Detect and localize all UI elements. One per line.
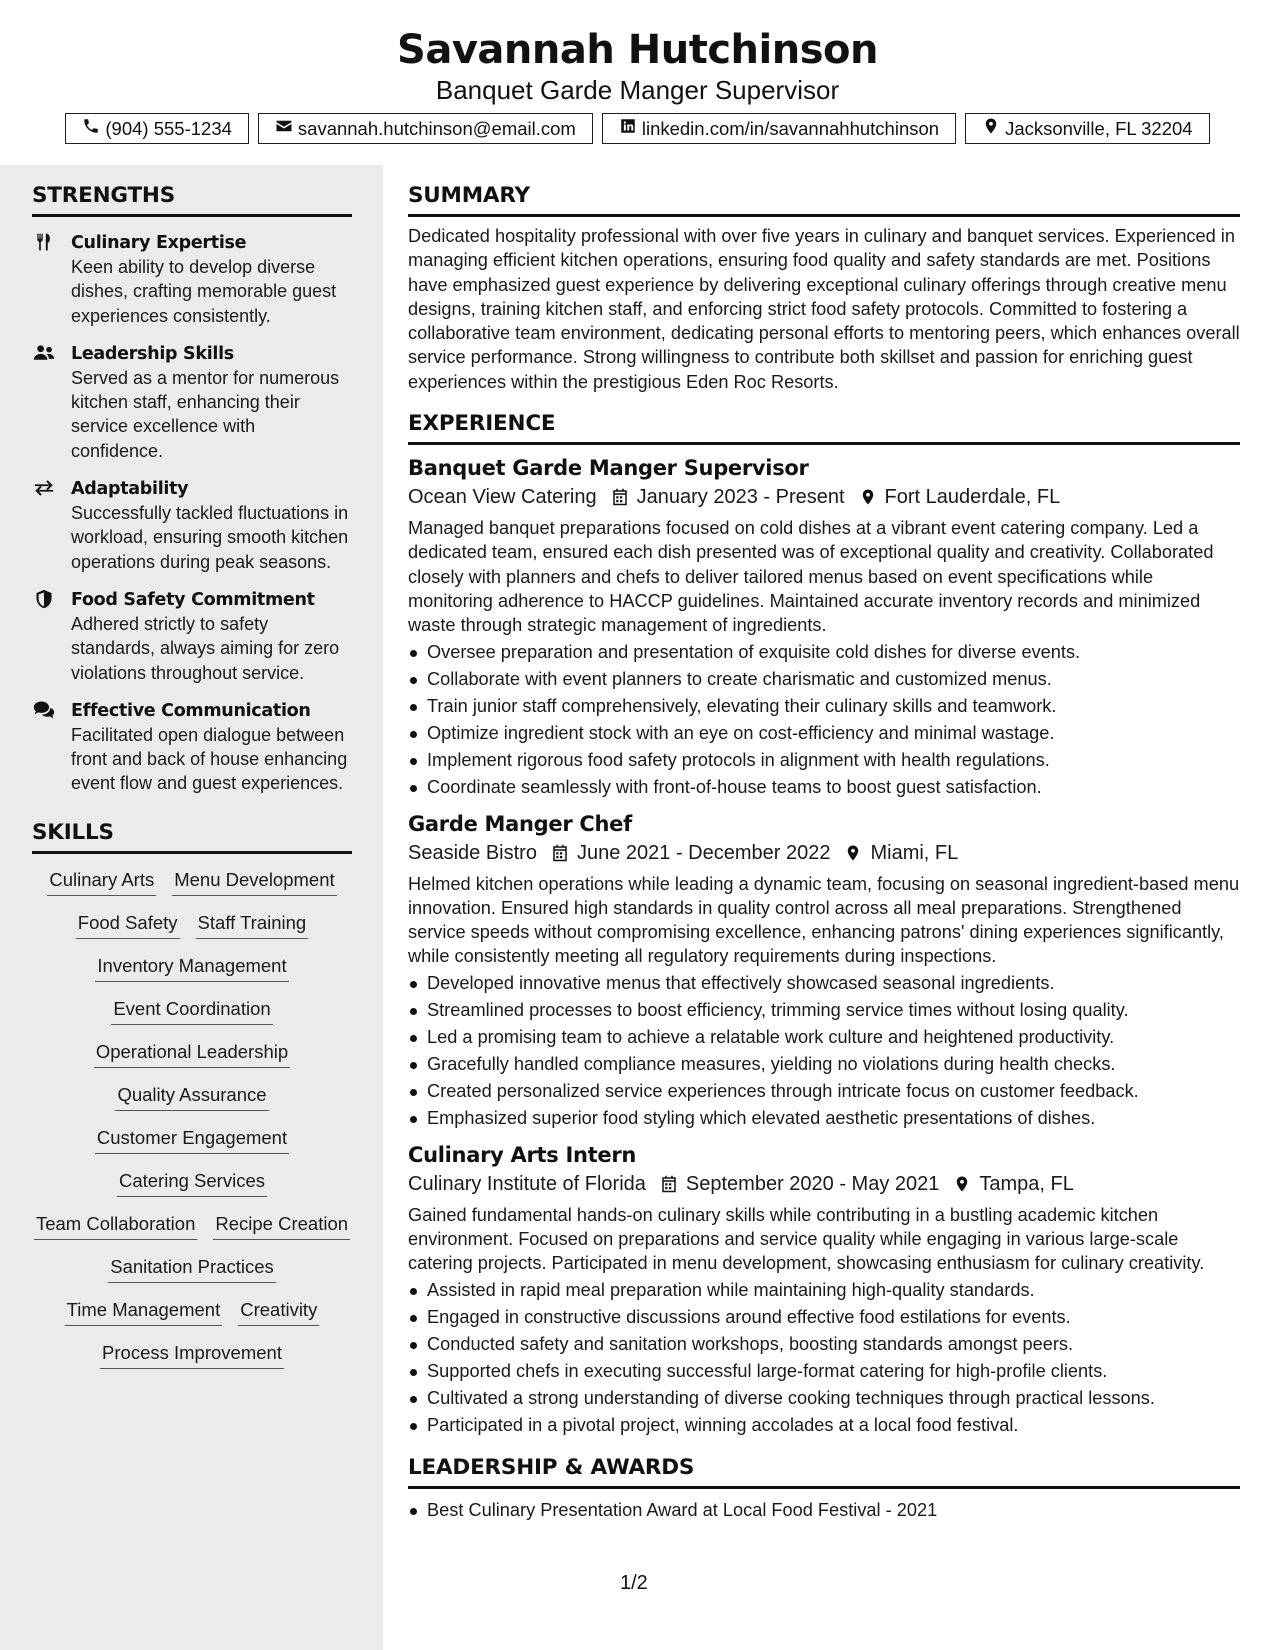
calendar-icon: [551, 843, 569, 863]
envelope-icon: [275, 117, 293, 140]
skill-tag: Event Coordination: [111, 997, 272, 1025]
bullet-item: Participated in a pivotal project, winning accolades at a local food festival.: [408, 1412, 1240, 1439]
bullet-item: Created personalized service experiences through intricate focus on customer feedback.: [408, 1078, 1240, 1105]
bullet-item: Cultivated a strong understanding of diverse cooking techniques through practical lessons.: [408, 1385, 1240, 1412]
bullet-item: Implement rigorous food safety protocols in alignment with health regulations.: [408, 747, 1240, 774]
job-description: Helmed kitchen operations while leading a dynamic team, focusing on seasonal ingredient-based menu innovation. Ensured high standards in quality control across all meal preparations. Strengthened service speeds without compromising excellence, enhancing patrons' dining experiences significantly, while consistently meeting all regulatory requirements during inspections.: [408, 873, 1240, 967]
skill-tag: Time Management: [65, 1298, 223, 1326]
skill-tag: Culinary Arts: [47, 868, 156, 896]
bullet-item: Supported chefs in executing successful large-format catering for high-profile clients.: [408, 1358, 1240, 1385]
skill-tag: Creativity: [238, 1298, 319, 1326]
calendar-icon: [611, 487, 629, 507]
strength-title: Culinary Expertise: [71, 233, 247, 253]
job-dates: September 2020 - May 2021: [685, 1172, 940, 1195]
skill-tag: Team Collaboration: [34, 1212, 197, 1240]
skill-tag: Sanitation Practices: [108, 1255, 276, 1283]
skill-tag: Recipe Creation: [213, 1212, 350, 1240]
strength-desc: Facilitated open dialogue between front and back of house enhancing event flow and guest experiences.: [71, 724, 348, 794]
strength-item: [32, 231, 352, 328]
contact-phone[interactable]: [65, 113, 249, 144]
phone-icon: [82, 117, 100, 140]
bullet-item: Train junior staff comprehensively, elevating their culinary skills and teamwork.: [408, 693, 1240, 720]
candidate-name: Savannah Hutchinson: [397, 27, 878, 73]
job-meta: [408, 482, 1240, 512]
job-location: Tampa, FL: [979, 1172, 1074, 1195]
bullet-item: Assisted in rapid meal preparation while maintaining high-quality standards.: [408, 1277, 1240, 1304]
linkedin-icon: [619, 117, 637, 140]
summary-heading: SUMMARY: [408, 165, 1240, 217]
skill-tag: Customer Engagement: [95, 1126, 289, 1154]
strength-desc: Successfully tackled fluctuations in workload, ensuring smooth kitchen operations during peak seasons.: [71, 503, 349, 572]
bullet-item: Conducted safety and sanitation workshops, boosting standards amongst peers.: [408, 1331, 1240, 1358]
job-entry: [408, 1141, 1240, 1439]
job-bullets: [408, 1277, 1240, 1439]
strength-item: [32, 699, 352, 796]
map-pin-icon: [953, 1174, 971, 1194]
bullet-item: Optimize ingredient stock with an eye on cost-efficiency and minimal wastage.: [408, 720, 1240, 747]
page-number: 1/2: [620, 1572, 648, 1594]
job-title: Banquet Garde Manger Supervisor: [408, 456, 809, 481]
summary-text: Dedicated hospitality professional with over five years in culinary and banquet services. Experienced in managing efficient kitchen operations, ensuring food quality and safety standards are met. Positions have emphasized guest experience by delivering exceptional culinary offerings through creative menu designs, training kitchen staff, and enforcing strict food safety protocols. Committed to fostering a collaborative team environment, dedicating personal efforts to mentoring peers, which enhances overall service performance. Strong willingness to contribute both skillset and passion for enriching guest experiences within the prestigious Eden Roc Resorts.: [408, 226, 1240, 392]
contact-location-text: Jacksonville, FL 32204: [1005, 117, 1193, 139]
strength-title: Food Safety Commitment: [71, 589, 315, 610]
bullet-item: Led a promising team to achieve a relatable work culture and heightened productivity.: [408, 1024, 1240, 1051]
skill-tag: Quality Assurance: [115, 1083, 268, 1111]
sidebar: [0, 165, 383, 1650]
bullet-item: Developed innovative menus that effectively showcased seasonal ingredients.: [408, 970, 1240, 997]
contact-location[interactable]: [965, 113, 1210, 144]
job-bullets: [408, 639, 1240, 801]
skill-tag: Menu Development: [172, 868, 336, 896]
strength-title: Effective Communication: [71, 700, 311, 721]
skill-tag: Staff Training: [196, 911, 309, 939]
skill-tag: Inventory Management: [95, 954, 288, 982]
contact-bar: [0, 113, 1275, 144]
exchange-arrows-icon: [32, 478, 56, 498]
strength-item: [32, 477, 352, 574]
skill-tag: Catering Services: [117, 1169, 267, 1197]
strength-title: Adaptability: [71, 479, 189, 500]
job-company: Seaside Bistro: [408, 841, 537, 864]
bullet-item: Oversee preparation and presentation of exquisite cold dishes for diverse events.: [408, 639, 1240, 666]
utensils-icon: [32, 232, 56, 252]
job-meta: [408, 838, 1240, 868]
bullet-item: Coordinate seamlessly with front-of-house teams to boost guest satisfaction.: [408, 774, 1240, 801]
main-content: [408, 165, 1240, 1524]
job-dates: January 2023 - Present: [636, 486, 845, 509]
job-dates: June 2021 - December 2022: [576, 841, 831, 864]
awards-heading: LEADERSHIP & AWARDS: [408, 1439, 1240, 1489]
shield-icon: [32, 589, 56, 609]
strength-desc: Keen ability to develop diverse dishes, crafting memorable guest experiences consistently.: [71, 257, 337, 326]
award-item: Best Culinary Presentation Award at Local Food Festival - 2021: [408, 1497, 1240, 1524]
skills-heading: SKILLS: [32, 796, 352, 854]
map-pin-icon: [982, 117, 1000, 140]
job-meta: [408, 1169, 1240, 1199]
users-icon: [32, 343, 56, 363]
bullet-item: Emphasized superior food styling which elevated aesthetic presentations of dishes.: [408, 1105, 1240, 1132]
job-location: Miami, FL: [870, 841, 959, 864]
bullet-item: Engaged in constructive discussions around effective food estilations for events.: [408, 1304, 1240, 1331]
job-company: Ocean View Catering: [408, 486, 597, 509]
calendar-icon: [660, 1174, 678, 1194]
awards-list: [408, 1497, 1240, 1524]
contact-linkedin[interactable]: [602, 113, 956, 144]
contact-email[interactable]: [258, 113, 593, 144]
job-title: Culinary Arts Intern: [408, 1142, 637, 1167]
strength-desc: Adhered strictly to safety standards, always aiming for zero violations throughout service.: [71, 613, 340, 683]
job-entry: [408, 454, 1240, 800]
skill-tag: Operational Leadership: [94, 1040, 290, 1068]
contact-phone-text: (904) 555-1234: [105, 117, 232, 139]
skill-tag: Food Safety: [76, 911, 180, 939]
resume-header: [0, 0, 1275, 105]
job-description: Managed banquet preparations focused on cold dishes at a vibrant event catering company. Led a dedicated team, ensured each dish presented was of exceptional quality and creativity. Collaborated closely with planners and chefs to deliver tailored menus based on event specifications while monitoring adherence to HACCP guidelines. Maintained accurate inventory records and minimized waste through strategic management of ingredients.: [408, 518, 1214, 636]
job-bullets: [408, 970, 1240, 1132]
bullet-item: Gracefully handled compliance measures, yielding no violations during health checks.: [408, 1051, 1240, 1078]
job-entry: [408, 810, 1240, 1132]
contact-email-text: savannah.hutchinson@email.com: [297, 117, 576, 139]
bullet-item: Collaborate with event planners to create charismatic and customized menus.: [408, 666, 1240, 693]
strength-item: [32, 588, 352, 685]
job-location: Fort Lauderdale, FL: [884, 486, 1061, 509]
candidate-headline: Banquet Garde Manger Supervisor: [435, 75, 840, 105]
skill-tag: Process Improvement: [100, 1341, 284, 1369]
job-description: Gained fundamental hands-on culinary skills while contributing in a bustling academic kitchen environment. Focused on preparations and service quality while engaging in various large-scale catering projects. Participated in menu development, showcasing enthusiasm for culinary creativity.: [408, 1204, 1205, 1274]
skills-list: [32, 868, 352, 1369]
strength-desc: Served as a mentor for numerous kitchen staff, enhancing their service excellence with confidence.: [71, 367, 340, 461]
job-title: Garde Manger Chef: [408, 811, 632, 836]
map-pin-icon: [859, 487, 877, 507]
bullet-item: Streamlined processes to boost efficiency, trimming service times without losing quality.: [408, 997, 1240, 1024]
strength-item: [32, 342, 352, 463]
experience-heading: EXPERIENCE: [408, 394, 1240, 445]
strength-title: Leadership Skills: [71, 343, 234, 364]
strengths-heading: STRENGTHS: [32, 165, 352, 217]
map-pin-icon: [844, 843, 862, 863]
contact-linkedin-text: linkedin.com/in/savannahhutchinson: [641, 117, 940, 139]
comments-icon: [32, 700, 56, 720]
job-company: Culinary Institute of Florida: [408, 1172, 646, 1195]
